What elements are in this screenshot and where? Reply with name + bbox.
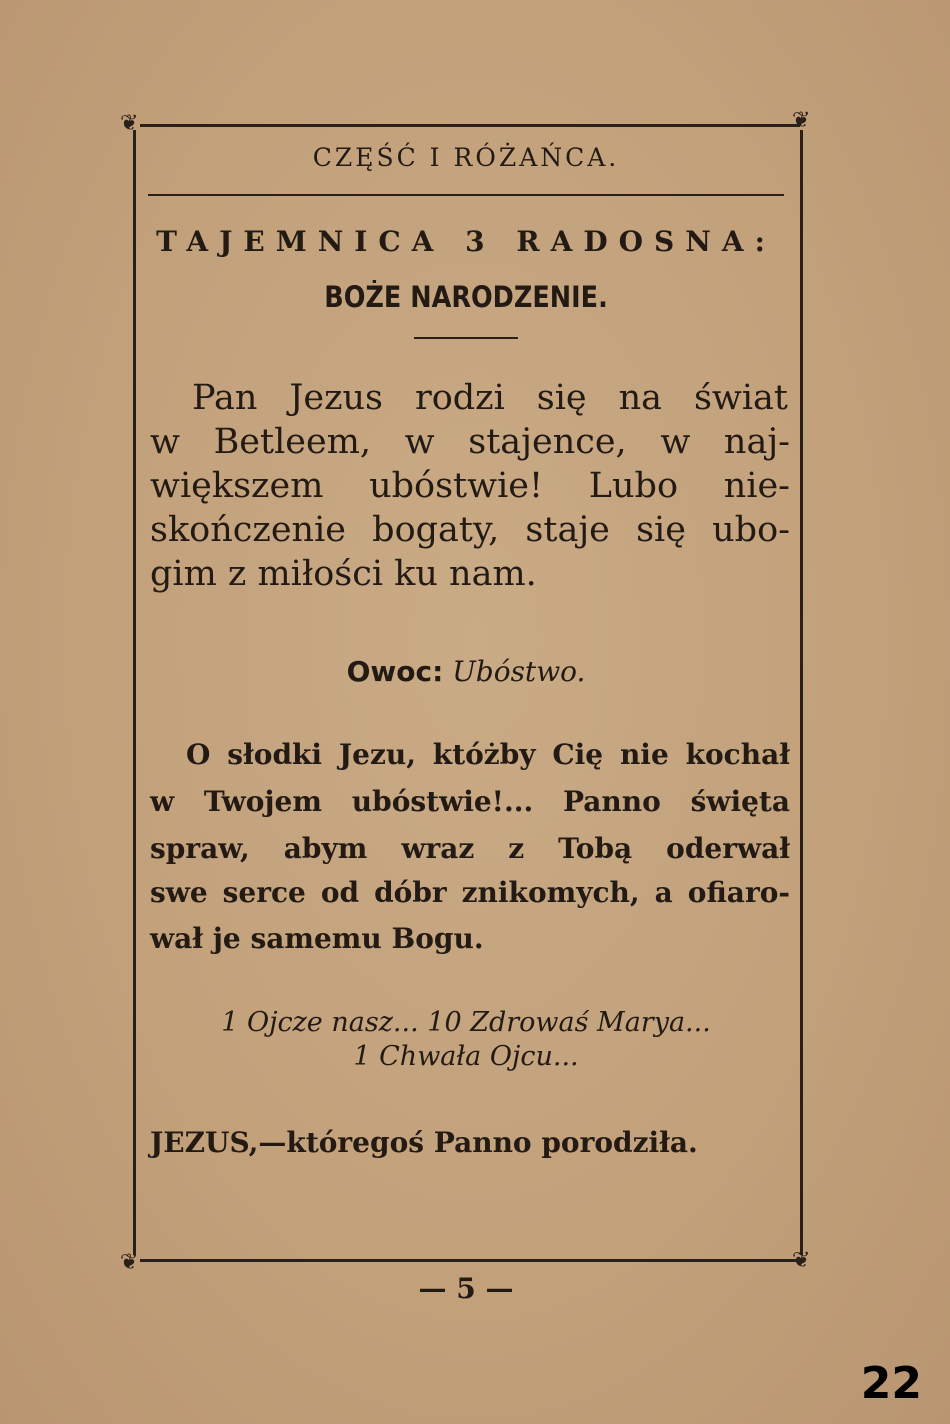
prayers-count-line: 1 Ojcze nasz... 10 Zdrowaś Marya... xyxy=(221,1007,711,1038)
frame-left-line xyxy=(133,130,136,1255)
mystery-fruit xyxy=(148,655,784,688)
prayer-line: spraw, abym wraz z Tobą oderwał xyxy=(150,832,790,865)
mystery-heading: TAJEMNICA 3 RADOSNA: xyxy=(156,225,776,258)
corner-ornament-icon: ❦ xyxy=(792,1248,811,1273)
title-divider xyxy=(414,337,518,339)
header-divider xyxy=(148,194,784,196)
corner-ornament-icon: ❦ xyxy=(120,111,139,136)
scan-number: 22 xyxy=(860,1358,922,1409)
meditation-line: w Betleem, w stajence, w naj- xyxy=(150,422,790,462)
meditation-line: gim z miłości ku nam. xyxy=(150,554,537,594)
mystery-title: BOŻE NARODZENIE. xyxy=(324,280,608,314)
frame-top-line xyxy=(140,124,800,127)
page-number: — 5 — xyxy=(418,1272,514,1305)
corner-ornament-icon: ❦ xyxy=(792,108,811,133)
running-header: CZĘŚĆ I RÓŻAŃCA. xyxy=(312,143,620,172)
prayer-line: wał je samemu Bogu. xyxy=(150,922,484,955)
frame-bottom-line xyxy=(140,1259,800,1262)
meditation-line: skończenie bogaty, staje się ubo- xyxy=(150,510,790,550)
prayer-line: swe serce od dóbr znikomych, a ofiaro- xyxy=(150,876,790,909)
meditation-line: większem ubóstwie! Lubo nie- xyxy=(150,466,790,506)
fruit-value: Ubóstwo. xyxy=(452,655,586,688)
fruit-label: Owoc: xyxy=(346,655,444,688)
meditation-line: Pan Jezus rodzi się na świat xyxy=(192,378,788,418)
prayer-line: w Twojem ubóstwie!... Panno święta xyxy=(150,785,790,818)
prayer-line: O słodki Jezu, któżby Cię nie kochał xyxy=(186,738,790,771)
frame-right-line xyxy=(800,130,803,1255)
corner-ornament-icon: ❦ xyxy=(120,1250,139,1275)
closing-phrase: JEZUS,—któregoś Panno porodziła. xyxy=(150,1126,698,1159)
prayers-count-line: 1 Chwała Ojcu... xyxy=(353,1041,579,1072)
